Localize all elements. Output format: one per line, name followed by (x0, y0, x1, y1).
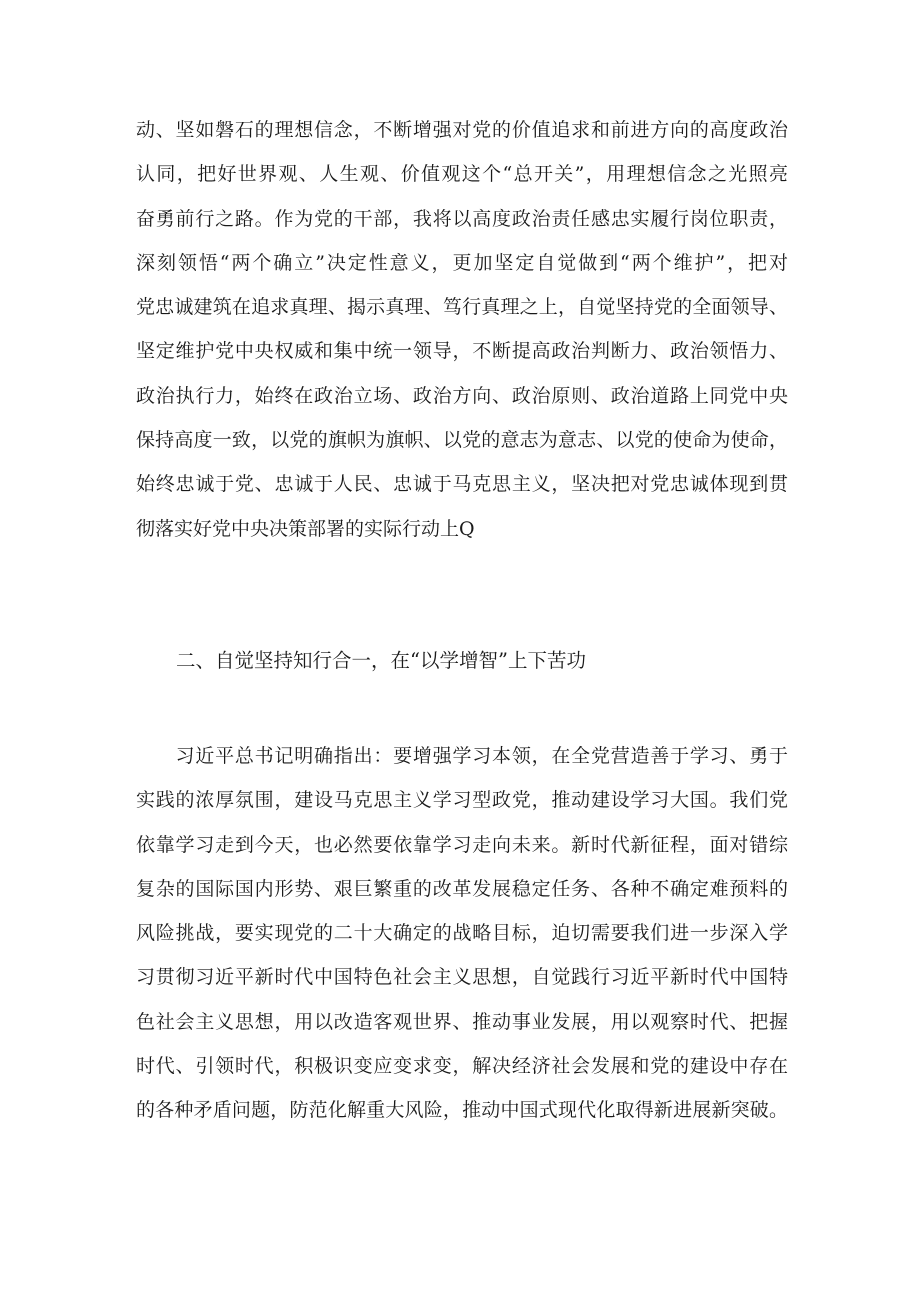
paragraph-line: 复杂的国际国内形势、艰巨繁重的改革发展稳定任务、各种不确定难预料的 (136, 877, 788, 900)
paragraph-line: 色社会主义思想，用以改造客观世界、推动事业发展，用以观察时代、把握 (136, 1010, 788, 1033)
paragraph-line: 动、坚如磐石的理想信念，不断增强对党的价值追求和前进方向的高度政治 (136, 119, 788, 141)
paragraph-line: 实践的浓厚氛围，建设马克思主义学习型政党，推动建设学习大国。我们党 (136, 789, 788, 812)
paragraph-line: 依靠学习走到今天，也必然要依靠学习走向未来。新时代新征程，面对错综 (136, 833, 788, 856)
paragraph-line: 习贯彻习近平新时代中国特色社会主义思想，自觉践行习近平新时代中国特 (136, 966, 788, 989)
paragraph-line: 彻落实好党中央决策部署的实际行动上Q (136, 517, 475, 540)
paragraph-line: 习近平总书记明确指出：要增强学习本领，在全党营造善于学习、勇于 (136, 745, 788, 767)
paragraph-line: 始终忠诚于党、忠诚于人民、忠诚于马克思主义，坚决把对党忠诚体现到贯 (136, 473, 788, 496)
paragraph-line: 政治执行力，始终在政治立场、政治方向、政治原则、政治道路上同党中央 (136, 384, 788, 407)
paragraph-line: 党忠诚建筑在追求真理、揭示真理、笃行真理之上，自觉坚持党的全面领导、 (136, 296, 788, 319)
paragraph-line: 奋勇前行之路。作为党的干部，我将以高度政治责任感忠实履行岗位职责， (136, 207, 788, 230)
paragraph-line: 的各种矛盾问题，防范化解重大风险，推动中国式现代化取得新进展新突破。 (136, 1099, 788, 1122)
paragraph-line: 风险挑战，要实现党的二十大确定的战略目标，迫切需要我们进一步深入学 (136, 922, 788, 945)
paragraph-line: 时代、引领时代，积极识变应变求变，解决经济社会发展和党的建设中存在 (136, 1055, 788, 1078)
paragraph-line: 保持高度一致，以党的旗帜为旗帜、以党的意志为意志、以党的使命为使命， (136, 429, 788, 452)
section-heading: 二、自觉坚持知行合一，在“以学增智”上下苦功 (176, 649, 586, 672)
paragraph-line: 坚定维护党中央权威和集中统一领导，不断提高政治判断力、政治领悟力、 (136, 340, 788, 363)
paragraph-line: 深刻领悟“两个确立”决定性意义，更加坚定自觉做到“两个维护”，把对 (136, 251, 788, 274)
paragraph-1 (136, 108, 788, 551)
paragraph-2 (136, 734, 788, 1133)
paragraph-line: 认同，把好世界观、人生观、价值观这个“总开关”，用理想信念之光照亮 (136, 163, 788, 186)
